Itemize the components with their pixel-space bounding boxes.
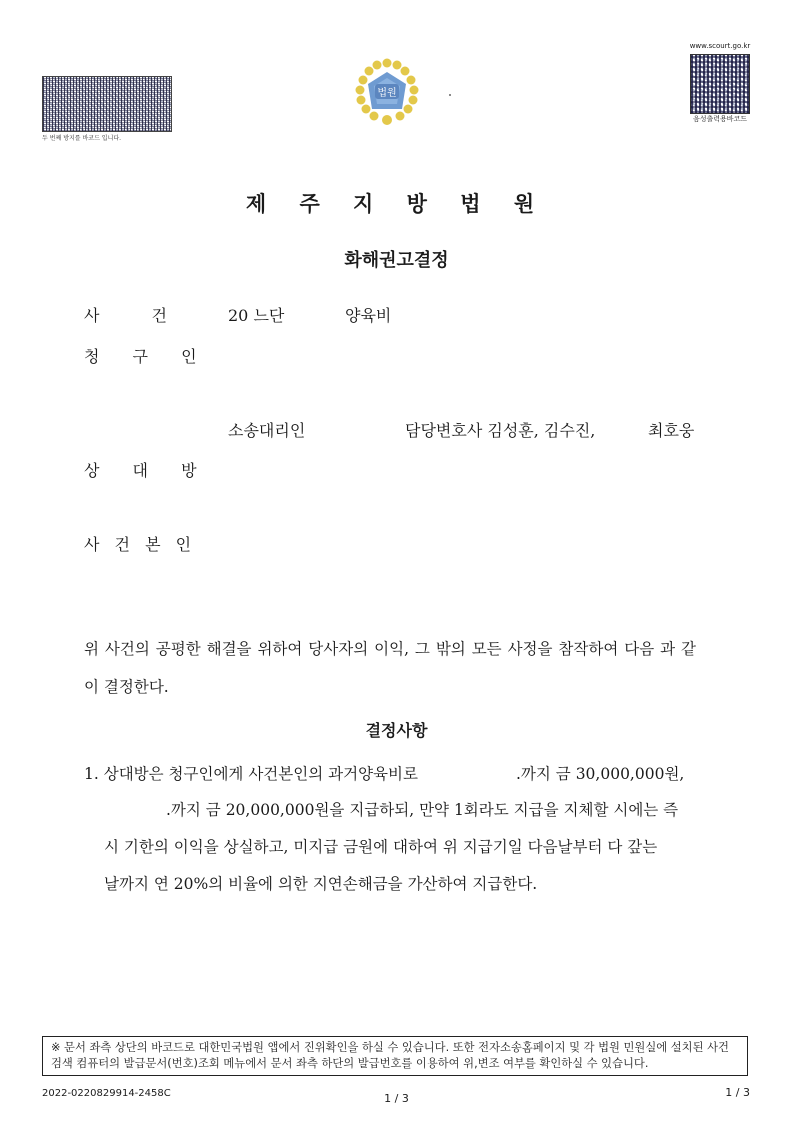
decision-line-3: 시 기한의 이익을 상실하고, 미지급 금원에 대하여 위 지급기일 다음날부터 다 갚는	[104, 838, 658, 856]
emblem-text: 법원	[377, 88, 397, 99]
page-number-center: 1 / 3	[384, 1092, 409, 1105]
case-name: 양육비	[345, 306, 392, 325]
decision-title: 결정사항	[365, 721, 428, 740]
court-website-url: www.scourt.go.kr	[689, 42, 751, 50]
decision-line-2: .까지 금 20,000,000원을 지급하되, 만약 1회라도 지급을 지체할 시에는 즉	[166, 801, 679, 819]
opponent-label: 상 대 방	[84, 461, 211, 480]
case-label	[84, 303, 167, 326]
case-label-char1: 사	[84, 306, 100, 325]
decision-line-1a: 1. 상대방은 청구인에게 사건본인의 과거양육비로	[84, 765, 418, 783]
issue-number: 2022-0220829914-2458C	[42, 1088, 171, 1099]
authenticity-notice: ※ 문서 좌측 상단의 바코드로 대한민국법원 앱에서 진위확인을 하실 수 있습니다. 또한 전자소송홈페이지 및 각 법원 민원실에 설치된 사건검색 컴퓨터의 발급문서(번호)조회 메뉴에서 문서 좌측 하단의 발급번호를 이용하여 위,변조 여부를 확인하실 수 있습니다.	[42, 1036, 748, 1076]
decision-item	[84, 762, 696, 902]
case-label-char2: 건	[151, 306, 167, 325]
court-name: 제 주 지 방 법 원	[245, 192, 548, 216]
barcode-note: 두 번째 방지를 바코드 입니다.	[42, 135, 122, 142]
principal-label: 사 건 본 인	[84, 535, 197, 554]
authentication-barcode	[42, 76, 172, 132]
claimant-label: 청 구 인	[84, 347, 211, 366]
intro-paragraph: 위 사건의 공평한 해결을 위하여 당사자의 이익, 그 밖의 모든 사정을 참작하여 다음 과 같이 결정한다.	[84, 640, 696, 696]
voice-output-barcode	[690, 54, 750, 114]
document-type-title: 화해권고결정	[344, 250, 449, 271]
court-emblem-icon	[348, 54, 426, 128]
page-number-right: 1 / 3	[725, 1086, 750, 1099]
decision-line-4: 날까지 연 20%의 비율에 의한 지연손해금을 가산하여 지급한다.	[104, 875, 538, 893]
voice-barcode-label: 음성출력용바코드	[692, 115, 748, 123]
agent-label: 소송대리인	[228, 421, 306, 440]
decision-line-1b: .까지 금 30,000,000원,	[516, 765, 685, 783]
case-number: 20 느단	[228, 306, 285, 325]
agent-value: 담당변호사 김성훈, 김수진,	[405, 421, 596, 440]
scan-speck	[449, 94, 451, 96]
agent-extra: 최호웅	[648, 421, 695, 440]
